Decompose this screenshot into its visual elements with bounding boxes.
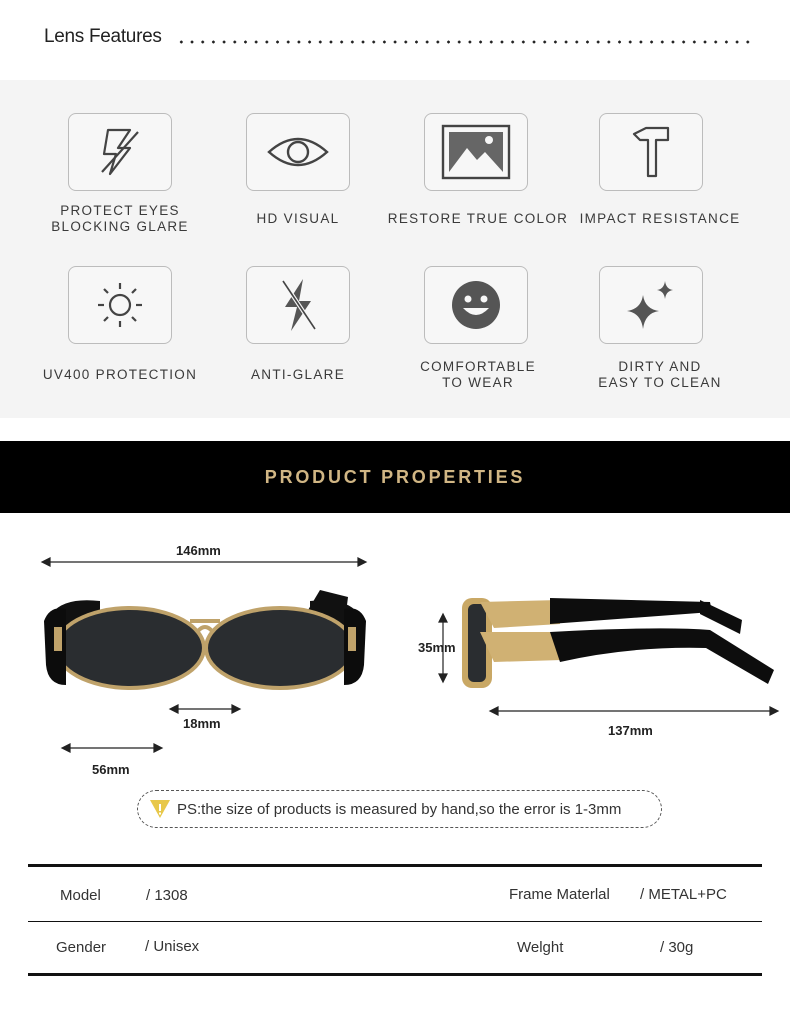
feature-label: RESTORE TRUE COLOR <box>387 211 569 226</box>
lightning-icon <box>68 113 172 191</box>
measurement-note-text: PS:the size of products is measured by hand,so the error is 1-3mm <box>177 801 622 818</box>
bridge-width-label: 18mm <box>183 716 221 731</box>
lens-width-label: 56mm <box>92 762 130 777</box>
broken-lightning-icon <box>246 266 350 344</box>
feature-label: COMFORTABLE TO WEAR <box>420 359 536 390</box>
warning-icon <box>148 797 172 821</box>
hammer-icon <box>599 113 703 191</box>
temple-length-label: 137mm <box>608 723 653 738</box>
sparkle-icon <box>599 266 703 344</box>
feature-label: IMPACT RESISTANCE <box>579 211 741 226</box>
glasses-front-view <box>30 535 380 785</box>
product-properties-title: PRODUCT PROPERTIES <box>264 467 526 487</box>
model-value: / 1308 <box>146 887 188 904</box>
front-width-label: 146mm <box>176 543 221 558</box>
frame-material-label: Frame Materlal <box>509 886 610 903</box>
feature-label: UV400 PROTECTION <box>42 367 198 382</box>
weight-label: Welght <box>517 939 564 956</box>
frame-material-value: / METAL+PC <box>640 886 727 903</box>
gender-label: Gender <box>56 939 107 956</box>
feature-label: PROTECT EYES BLOCKING GLARE <box>51 203 189 234</box>
lens-features-title: Lens Features <box>44 26 162 47</box>
gender-value: / Unisex <box>145 938 200 955</box>
model-label: Model <box>60 887 101 904</box>
sun-icon <box>68 266 172 344</box>
table-middle-rule <box>28 921 762 922</box>
feature-label: HD VISUAL <box>256 211 340 226</box>
eye-icon <box>246 113 350 191</box>
dotted-divider <box>176 40 754 44</box>
glasses-side-view <box>410 580 785 730</box>
feature-label: ANTI-GLARE <box>250 367 345 382</box>
table-bottom-rule <box>28 973 762 976</box>
feature-label: DIRTY AND EASY TO CLEAN <box>598 359 722 390</box>
table-top-rule <box>28 864 762 867</box>
landscape-image-icon <box>424 113 528 191</box>
weight-value: / 30g <box>660 939 694 956</box>
lens-height-label: 35mm <box>418 640 456 655</box>
smiley-icon <box>424 266 528 344</box>
